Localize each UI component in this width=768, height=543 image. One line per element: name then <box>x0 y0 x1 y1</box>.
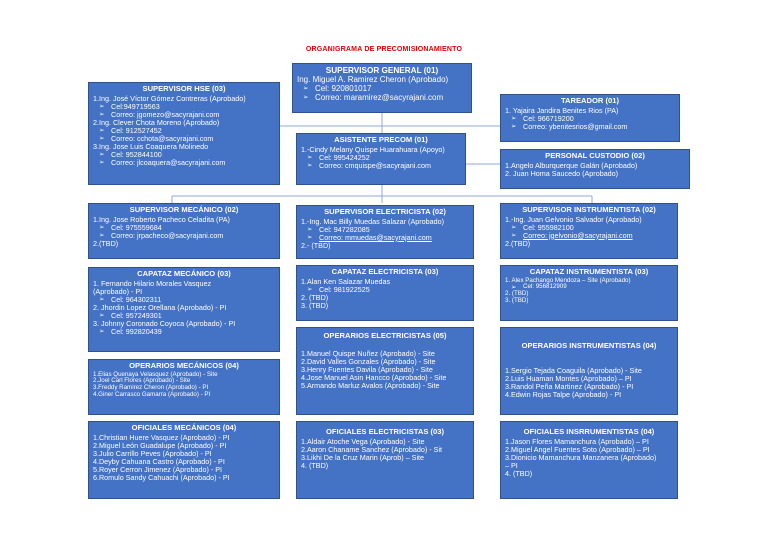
box-line: ➢ Correo: cchota@sacyrajani.com <box>93 135 275 143</box>
box-line: 4.Edwin Rojas Talpe (Aprobado) - PI <box>505 389 622 399</box>
supervisor-general-box <box>292 63 472 113</box>
box-line: 2.Ing. Clever Chota Moreno (Aprobado) <box>93 117 220 127</box>
box-line: 3.Dionicio Mamanchura Manzanera (Aprobado) <box>505 452 657 462</box>
personal-custodio-title: PERSONAL CUSTODIO (02) <box>545 151 645 160</box>
supervisor-general-title: SUPERVISOR GENERAL (01) <box>325 66 439 75</box>
tareador-box <box>500 94 680 142</box>
supervisor-instrumentista-title: SUPERVISOR INSTRUMENTISTA (02) <box>522 205 656 214</box>
box-line: 5.Royer Cerron Jimenez (Aprobado) - PI <box>93 464 223 474</box>
box-line: 3. Johnny Coronado Coyoca (Aprobado) - PI <box>93 318 236 328</box>
box-line: 3.Ing. Jose Luis Coaquera Molinedo <box>93 141 209 151</box>
supervisor-hse-title: SUPERVISOR HSE (03) <box>142 84 226 93</box>
capataz-instrumentista-title: CAPATAZ INSTRUMENTISTA (03) <box>529 267 649 276</box>
box-line: 2.Luis Huaman Montes (Aprobado) – PI <box>505 373 632 383</box>
box-line: 4.Giner Carrasco Gamarra (Aprobado) - PI <box>93 391 211 399</box>
box-line: 1.Alan Ken Salazar Muedas <box>301 276 391 286</box>
box-line: 1.Sergio Tejada Coaguila (Aprobado) - Site <box>505 365 642 375</box>
capataz-mecanico-title: CAPATAZ MECÁNICO (03) <box>137 269 231 278</box>
box-line: 2. (TBD) <box>301 292 329 302</box>
oficiales-mecanicos-title: OFICIALES MECÁNICOS (04) <box>131 423 237 432</box>
oficiales-instrumentistas-title: OFICIALES INSRRUMENTISTAS (04) <box>523 427 655 436</box>
box-line: ➢ Correo: cmquispe@sacyrajani.com <box>301 162 461 170</box>
box-line: ➢ Cel: 956812909 <box>505 284 673 291</box>
box-line: 1.-Ing. Mac Billy Muedas Salazar (Aprobado) <box>301 216 445 226</box>
box-line: ➢ Correo: jgelvonio@sacyrajani.com <box>505 232 673 240</box>
box-line: 6.Romulo Sandy Cahuachi (Aprobado) - PI <box>93 472 230 482</box>
box-line: ➢ Cel: 952844100 <box>93 151 275 159</box>
box-line: 1.-Cindy Melany Quispe Huarahuara (Apoyo) <box>301 144 445 154</box>
box-line: ➢ Cel: 966719200 <box>505 115 675 123</box>
box-line: ➢ Cel: 920801017 <box>297 85 467 94</box>
box-line: 4.Deyby Cahuana Castro (Aprobado) - PI <box>93 456 225 466</box>
box-line: ➢ Cel: 912527452 <box>93 127 275 135</box>
capataz-electricista-title: CAPATAZ ELECTRICISTA (03) <box>331 267 439 276</box>
operarios-mecanicos-box <box>88 359 280 415</box>
supervisor-mecanico-box <box>88 203 280 259</box>
oficiales-mecanicos-box <box>88 421 280 499</box>
oficiales-electricistas-box <box>296 421 474 499</box>
box-line: 3.Likhi De la Cruz Marin (Aprob) – Site <box>301 452 425 462</box>
supervisor-hse-box <box>88 82 280 185</box>
box-line: 3.Randol Peña Martinez (Aprobado) - PI <box>505 381 634 391</box>
operarios-electricistas-title: OPERARIOS ELECTRICISTAS (05) <box>323 331 447 340</box>
box-line: 2. Jhordin Lopez Orellana (Aprobado) - PI <box>93 302 227 312</box>
box-line: 3. (TBD) <box>301 300 329 310</box>
box-line: – PI <box>505 460 518 470</box>
supervisor-instrumentista-box <box>500 203 678 259</box>
box-line: 2.David Valles Gonzales (Aprobado) - Site <box>301 356 436 366</box>
box-line: 1. Alex Pachango Mendoza – Site (Aprobado) <box>505 276 631 284</box>
supervisor-mecanico-title: SUPERVISOR MECÁNICO (02) <box>129 205 239 214</box>
diagram-title: ORGANIGRAMA DE PRECOMISIONAMIENTO <box>305 46 463 53</box>
capataz-instrumentista-box <box>500 265 678 321</box>
box-line: ➢ Cel: 957249301 <box>93 312 275 320</box>
box-line: ➢ Cel: 981922525 <box>301 286 469 294</box>
box-line: 2. Juan Homa Saucedo (Aprobado) <box>505 168 619 178</box>
box-line: ➢ Correo: jrpacheco@sacyrajani.com <box>93 232 275 240</box>
box-line: 3.Freddy Ramirez Cheron (Aprobado) - PI <box>93 384 209 392</box>
box-line: ➢ Correo: ybenitesrios@gmail.com <box>505 123 675 131</box>
box-line: ➢ Correo: jlcoaquera@sacyrajani.com <box>93 159 275 167</box>
oficiales-instrumentistas-box <box>500 421 678 499</box>
box-line: 5.Armando Marluz Avalos (Aprobado) - Site <box>301 380 440 390</box>
box-line: 1.Ing. Jose Roberto Pacheco Celadita (PA) <box>93 214 230 224</box>
supervisor-electricista-box <box>296 205 474 259</box>
box-line: ➢ Cel: 964302311 <box>93 296 275 304</box>
box-line: 1.Christian Huere Vasquez (Aprobado) - PI <box>93 432 230 442</box>
box-line: 3.Henry Fuentes Davila (Aprobado) - Site <box>301 364 433 374</box>
box-line: 1.Jason Flores Mamanchura (Aprobado) – PI <box>505 436 649 446</box>
box-line: ➢ Cel: 992820439 <box>93 328 275 336</box>
operarios-instrumentistas-title: OPERARIOS INSTRUMENTISTAS (04) <box>521 341 657 350</box>
box-line: 2.(TBD) <box>93 238 119 248</box>
box-line: 1.Aldair Atoche Vega (Aprobado) - Site <box>301 436 425 446</box>
box-line: 1.Angelo Alburquerque Galán (Aprobado) <box>505 160 638 170</box>
box-line: 4. (TBD) <box>505 468 533 478</box>
box-line: ➢ Cel: 955982100 <box>505 224 673 232</box>
box-line: (Aprobado) - PI <box>93 286 143 296</box>
box-line: 1.Ing. José Víctor Gómez Contreras (Aprobado) <box>93 93 246 103</box>
box-line: 1. Yajaira Jandira Benites Rios (PA) <box>505 105 619 115</box>
operarios-mecanicos-title: OPERARIOS MECÁNICOS (04) <box>129 361 239 370</box>
capataz-mecanico-box <box>88 267 280 352</box>
box-line: 4. (TBD) <box>301 460 329 470</box>
capataz-electricista-box <box>296 265 474 321</box>
box-line: ➢ Correo: maramirez@sacyrajani.com <box>297 94 467 103</box>
box-line: 2.(TBD) <box>505 238 531 248</box>
box-line: 2.Joel Carl Flores (Aprobado) - Site <box>93 377 191 385</box>
box-line: 2.Miguel Angel Fuentes Soto (Aprobado) – PI <box>505 444 650 454</box>
box-line: 3.Julio Carrillo Peves (Aprobado) - PI <box>93 448 212 458</box>
box-line: ➢ Cel:949719563 <box>93 103 275 111</box>
box-line: 2. (TBD) <box>505 290 529 298</box>
box-line: ➢ Cel: 995424252 <box>301 154 461 162</box>
asistente-precom-title: ASISTENTE PRECOM (01) <box>334 135 428 144</box>
box-line: Ing. Miguel A. Ramirez Cheron (Aprobado) <box>297 75 449 85</box>
asistente-precom-box <box>296 133 466 185</box>
operarios-instrumentistas-box <box>500 327 678 415</box>
box-line: ➢ Cel: 975559684 <box>93 224 275 232</box>
box-line: ➢ Correo: mmuedas@sacyrajani.com <box>301 234 469 242</box>
box-line: 1.Manuel Quispe Nuñez (Aprobado) - Site <box>301 348 435 358</box>
box-line: 2.Miguel León Guadalupe (Aprobado) - PI <box>93 440 227 450</box>
box-line: 2.- (TBD) <box>301 240 331 250</box>
box-line: 3. (TBD) <box>505 297 529 305</box>
personal-custodio-box <box>500 149 690 189</box>
oficiales-electricistas-title: OFICIALES ELECTRICISTAS (03) <box>326 427 444 436</box>
operarios-electricistas-box <box>296 327 474 415</box>
box-line: ➢ Cel: 947282085 <box>301 226 469 234</box>
box-line: ➢ Correo: jgomezo@sacyrajani.com <box>93 111 275 119</box>
box-line: 1.Elias Quenaya Velasquez (Aprobado) - Site <box>93 370 218 378</box>
box-line: 1. Fernando Hilario Morales Vasquez <box>93 278 212 288</box>
tareador-title: TAREADOR (01) <box>560 96 620 105</box>
supervisor-electricista-title: SUPERVISOR ELECTRICISTA (02) <box>324 207 446 216</box>
box-line: 1.-Ing. Juan Gelvonio Salvador (Aprobado) <box>505 214 642 224</box>
box-line: 2.Aaron Chaname Sanchez (Aprobado) - Sit <box>301 444 443 454</box>
box-line: 4.Jose Manuel Asin Hancco (Aprobado) - Site <box>301 372 447 382</box>
